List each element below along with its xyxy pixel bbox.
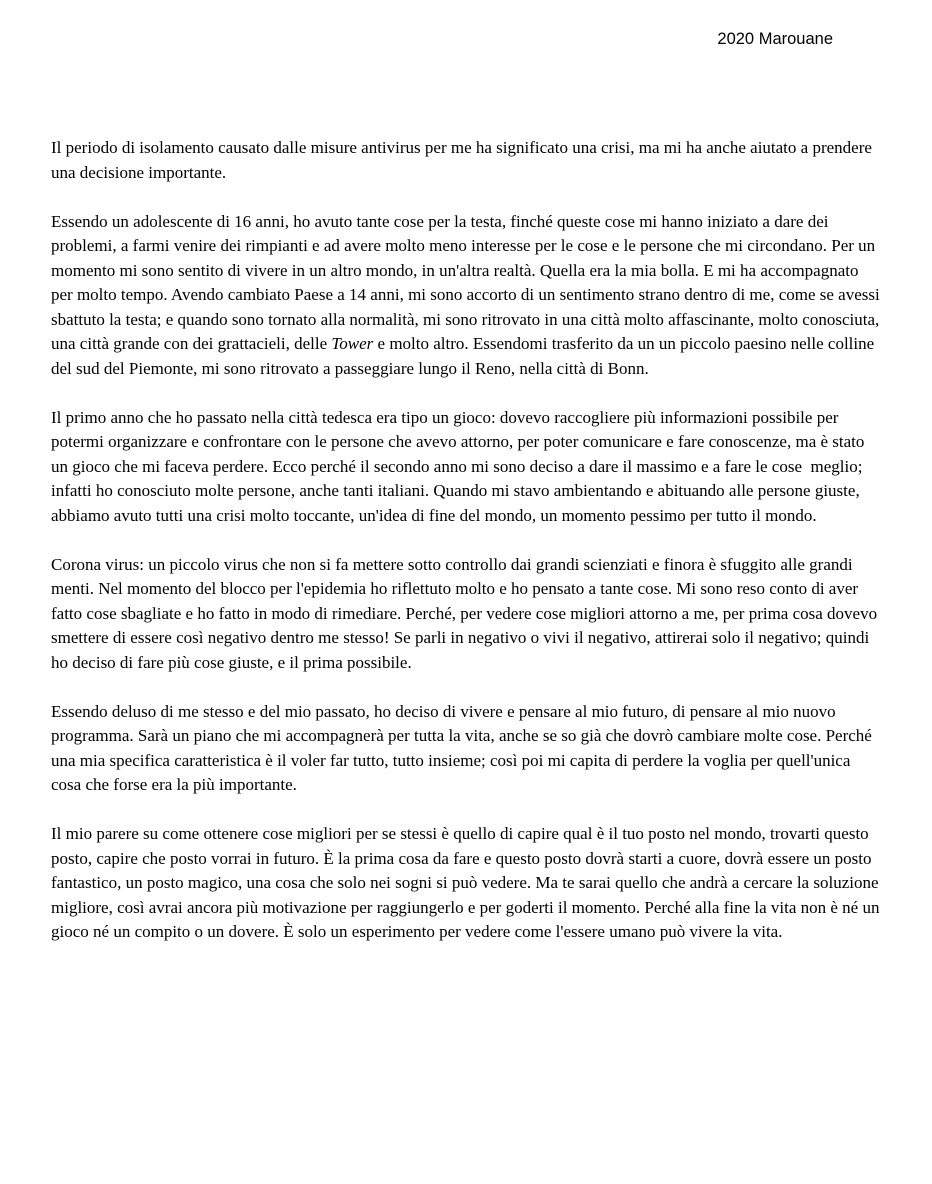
paragraph-adolescence-text: Essendo un adolescente di 16 anni, ho avuto tante cose per la testa, finché queste cose mi hanno iniziato a dare dei problemi, a farmi venire dei rimpianti e ad avere molto meno interesse per le cose e le persone che mi circondano. Per un momento mi sono sentito di vivere in un altro mondo, in un'altra realtà. Quella era la mia bolla. E mi ha accompagnato per molto tempo. Avendo cambiato Paese a 14 anni, mi sono accorto di un sentimento strano dentro di me, come se avessi sbattuto la testa; e quando sono tornato alla normalità, mi sono ritrovato in una città molto affascinante, molto conosciuta, una città grande con dei grattacieli, delle bbox=[51, 211, 884, 353]
header-title: 2020 Marouane bbox=[717, 30, 833, 48]
paragraph-adolescence bbox=[51, 210, 883, 382]
paragraph-future-plan: Essendo deluso di me stesso e del mio passato, ho deciso di vivere e pensare al mio futuro, di pensare al mio nuovo programma. Sarà un piano che mi accompagnerà per tutta la vita, anche se so già che dovrò cambiare molte cose. Perché una mia specifica caratteristica è il voler far tutto, tutto insieme; così poi mi capita di perdere la voglia per quell'unica cosa che forse era la più importante. bbox=[51, 701, 877, 794]
paragraph-adolescence-italic-word: Tower bbox=[331, 334, 374, 353]
paragraph-corona-virus: Corona virus: un piccolo virus che non si fa mettere sotto controllo dai grandi scienziati e finora è sfuggito alle grandi menti. Nel momento del blocco per l'epidemia ho riflettuto molto e ho pensato a tante cose. Mi sono reso conto di aver fatto cose sbagliate e ho fatto in modo di rimediare. Perché, per vedere cose migliori attorno a me, per prima cosa dovevo smettere di essere così negativo dentro me stesso! Se parli in negativo o vivi il negativo, attirerai solo il negativo; quindi ho deciso di fare più cose giuste, e il prima possibile. bbox=[51, 554, 882, 672]
document-body bbox=[51, 136, 883, 945]
paragraph-first-year-germany: Il primo anno che ho passato nella città tedesca era tipo un gioco: dovevo raccogliere più informazioni possibile per potermi organizzare e confrontare con le persone che avevo attorno, per poter comunicare e fare conoscenze, ma è stato un gioco che mi faceva perdere. Ecco perché il secondo anno mi sono deciso a dare il massimo e a fare le cose meglio; infatti ho conosciuto molte persone, anche tanti italiani. Quando mi stavo ambientando e abituando alle persone giuste, abbiamo avuto tutti una crisi molto toccante, un'idea di fine del mondo, un momento pessimo per tutto il mondo. bbox=[51, 407, 869, 525]
page-header bbox=[717, 29, 833, 50]
paragraph-adolescence-text-after: e molto altro. Essendomi trasferito da un un piccolo paesino nelle colline del sud del Piemonte, mi sono ritrovato a passeggiare lungo il Reno, nella città di Bonn. bbox=[51, 334, 879, 378]
paragraph-life-opinion: Il mio parere su come ottenere cose migliori per se stessi è quello di capire qual è il tuo posto nel mondo, trovarti questo posto, capire che posto vorrai in futuro. È la prima cosa da fare e questo posto dovrà starti a cuore, dovrà essere un posto fantastico, un posto magico, una cosa che solo nei sogni si può vedere. Ma te sarai quello che andrà a cercare la soluzione migliore, così avrai ancora più motivazione per raggiungerlo e per goderti il momento. Perché alla fine la vita non è né un gioco né un compito o un dovere. È solo un esperimento per vedere come l'essere umano può vivere la vita. bbox=[51, 824, 884, 941]
paragraph-isolation-intro: Il periodo di isolamento causato dalle misure antivirus per me ha significato una crisi, ma mi ha anche aiutato a prendere una decisione importante. bbox=[51, 138, 877, 182]
